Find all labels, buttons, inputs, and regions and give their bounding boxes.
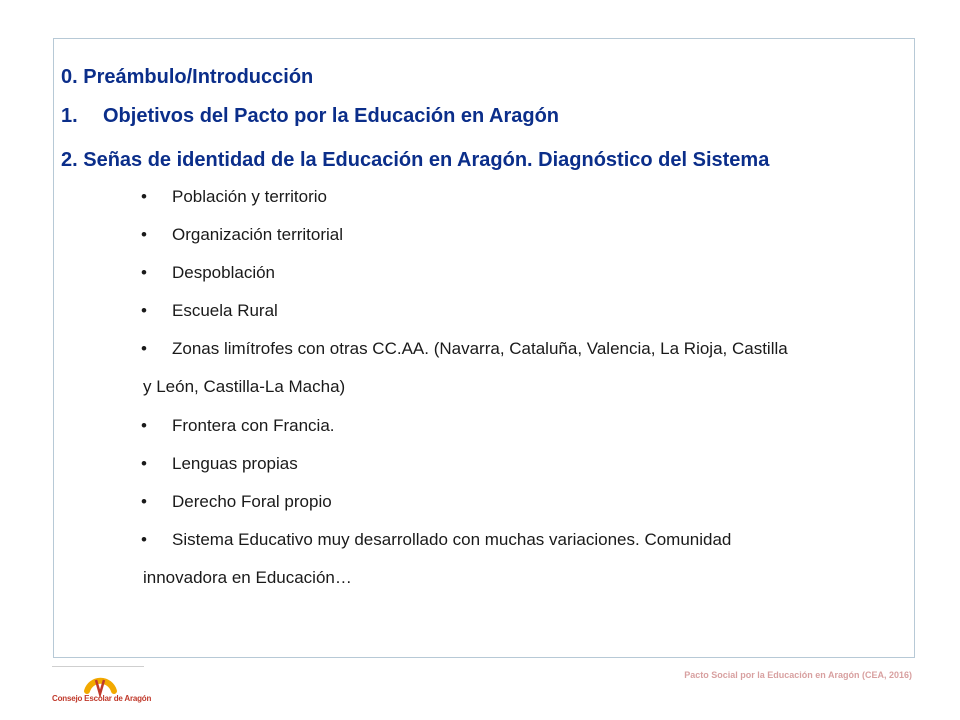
bullet-text: Zonas limítrofes con otras CC.AA. (Navarra, Cataluña, Valencia, La Rioja, Castilla — [172, 339, 788, 358]
heading-senas-identidad: 2. Señas de identidad de la Educación en Aragón. Diagnóstico del Sistema — [61, 149, 770, 171]
heading-preambulo: 0. Preámbulo/Introducción — [61, 66, 314, 88]
bullet-dot: • — [141, 454, 147, 473]
bullet-text: Despoblación — [172, 263, 276, 282]
bullet-text: Lenguas propias — [172, 454, 298, 473]
bullet-dot: • — [141, 530, 147, 549]
bullet-dot: • — [141, 187, 147, 206]
bullet-continuation: innovadora en Educación… — [143, 568, 352, 587]
bullet-dot: • — [141, 492, 147, 511]
logo-text: Consejo Escolar de Aragón — [52, 694, 152, 703]
bullet-text: Derecho Foral propio — [172, 492, 332, 511]
bullet-continuation: y León, Castilla-La Macha) — [143, 377, 346, 396]
bullet-text: Frontera con Francia. — [172, 416, 335, 435]
footer-citation: Pacto Social por la Educación en Aragón (CEA, 2016) — [684, 670, 912, 680]
bullet-dot: • — [141, 339, 147, 358]
bullet-text: Sistema Educativo muy desarrollado con muchas variaciones. Comunidad — [172, 530, 732, 549]
heading-objetivos-number: 1. — [61, 105, 78, 127]
bullet-text: Organización territorial — [172, 225, 344, 244]
bullet-dot: • — [141, 263, 147, 282]
heading-objetivos-text: Objetivos del Pacto por la Educación en Aragón — [103, 105, 560, 127]
bullet-text: Población y territorio — [172, 187, 327, 206]
bullet-dot: • — [141, 301, 147, 320]
bullet-dot: • — [141, 416, 147, 435]
bullet-dot: • — [141, 225, 147, 244]
heading-objetivos — [61, 105, 559, 128]
bullet-text: Escuela Rural — [172, 301, 278, 320]
